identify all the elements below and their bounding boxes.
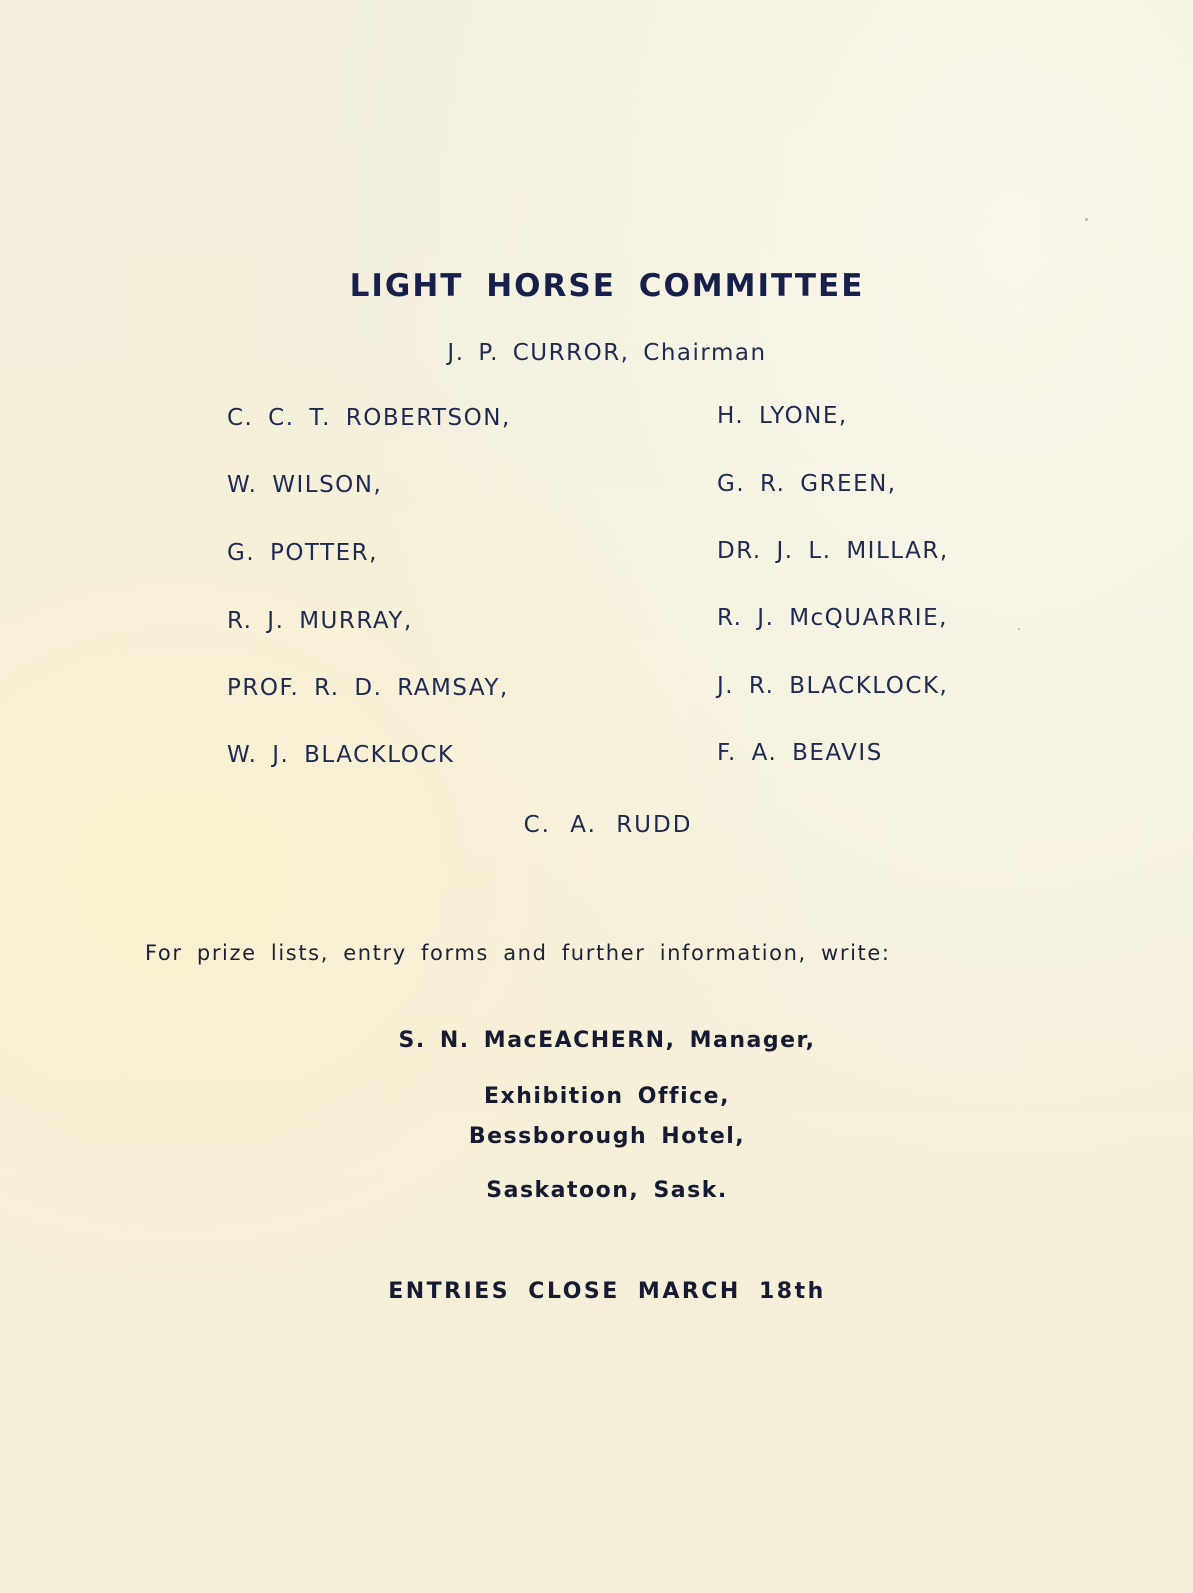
contact-city: Saskatoon, Sask. (486, 1178, 728, 1203)
committee-member: R. J. MURRAY, (227, 608, 413, 634)
committee-member: G. POTTER, (227, 540, 378, 566)
paper-speck (1085, 218, 1088, 221)
contact-office: Exhibition Office, (484, 1084, 730, 1109)
committee-member: DR. J. L. MILLAR, (717, 538, 949, 564)
contact-name: S. N. MacEACHERN, Manager, (398, 1028, 816, 1053)
committee-member: W. J. BLACKLOCK (227, 742, 455, 768)
committee-member: J. R. BLACKLOCK, (717, 673, 949, 699)
committee-title: LIGHT HORSE COMMITTEE (349, 268, 865, 304)
paper-speck (1018, 628, 1020, 630)
contact-hotel: Bessborough Hotel, (468, 1124, 746, 1149)
committee-member: H. LYONE, (717, 403, 848, 429)
committee-member: F. A. BEAVIS (717, 740, 883, 766)
entries-close-notice: ENTRIES CLOSE MARCH 18th (388, 1279, 826, 1304)
committee-member: G. R. GREEN, (717, 471, 897, 497)
committee-member: PROF. R. D. RAMSAY, (227, 675, 509, 701)
committee-member: W. WILSON, (227, 472, 383, 498)
info-line: For prize lists, entry forms and further information, write: (145, 941, 891, 965)
committee-member: C. C. T. ROBERTSON, (227, 405, 511, 431)
chairman-line: J. P. CURROR, Chairman (447, 340, 767, 366)
committee-member-final: C. A. RUDD (523, 812, 693, 838)
committee-member: R. J. McQUARRIE, (717, 605, 948, 631)
